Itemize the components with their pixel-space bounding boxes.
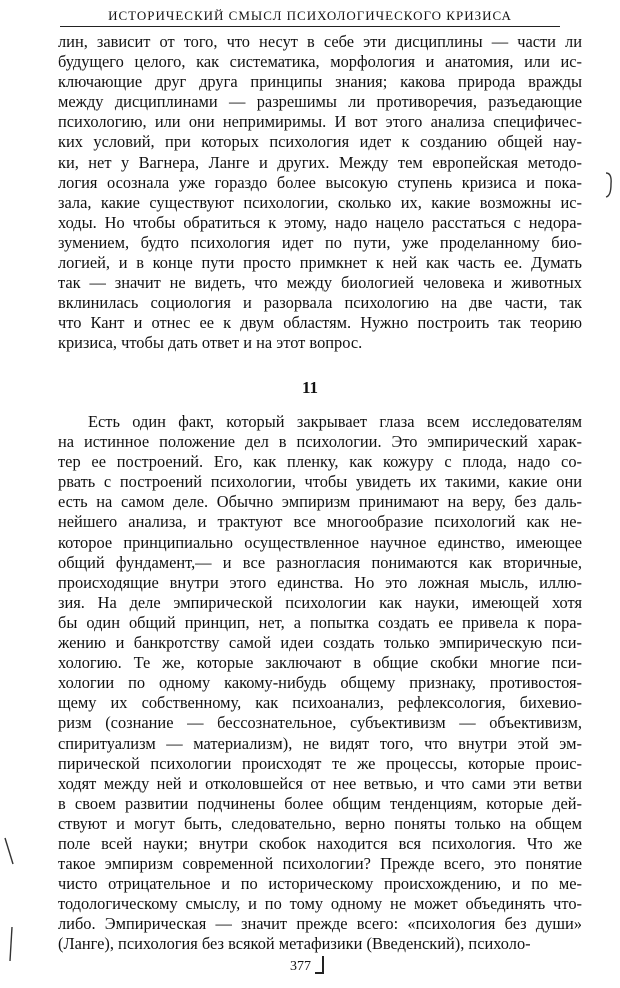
paragraph-1 <box>58 32 582 354</box>
text-line: ходы. Но чтобы обратиться к этому, надо нацело расстаться с недора- <box>58 212 582 232</box>
text-line: логией, и в конце пути просто примкнет к ней как часть ее. Думать <box>58 253 582 273</box>
text-line: ключающие друг друга принципы знания; какова природа вражды <box>58 72 582 92</box>
page-number-text: 377 <box>290 959 311 974</box>
text-line: щему их собственному, как психоанализ, рефлексология, бихевио- <box>58 693 582 713</box>
margin-brace-icon <box>604 172 614 198</box>
text-line: так — значит не видеть, что между биологией человека и животных <box>58 273 582 293</box>
text-line: лин, зависит от того, что несут в себе эти дисциплины — части ли <box>58 32 582 51</box>
text-line: вклинилась социология и разорвала психологию на две части, так <box>58 293 582 313</box>
text-line: ходят между ней и отколовшейся от нее ветвью, и что сами эти ветви <box>58 773 582 793</box>
text-line: Есть один факт, который закрывает глаза всем исследователям <box>88 412 582 431</box>
paragraph-2-text <box>58 412 582 955</box>
text-line: происходящие внутри этого единства. Но это ложная мысль, иллю- <box>58 572 582 592</box>
text-line: которое принципиально осуществленное научное единство, имеющее <box>58 532 582 552</box>
margin-mark-icon <box>4 836 14 866</box>
paragraph-1-text <box>58 32 582 354</box>
text-line: ризм (сознание — бессознательное, субъективизм — объективизм, <box>58 713 582 733</box>
text-line: кризиса, чтобы дать ответ и на этот вопрос. <box>58 333 363 353</box>
text-line: бы один общий принцип, нет, а попытка создать ее привела к пора- <box>58 612 582 632</box>
text-line: хологию. Те же, которые заключают в общие скобки многие пси- <box>58 653 582 673</box>
text-line: будущего целого, как систематика, морфология и анатомия, или ис- <box>58 52 582 72</box>
text-line: зумением, будто психология идет по пути, уже проделанному био- <box>58 232 582 252</box>
page-number <box>290 956 324 975</box>
text-line: есть на самом деле. Обычно эмпиризм принимают на веру, без даль- <box>58 492 582 512</box>
text-line: в своем развитии подчинены более общим тенденциям, которые дей- <box>58 793 582 813</box>
text-line: жению и банкротству самой идеи создать только эмпирическую пси- <box>58 633 582 653</box>
text-line: тодологическому смыслу, и по тому одному не может объединять что- <box>58 894 582 914</box>
text-line: нейшего анализа, и трактуют все многообразие психологий как не- <box>58 512 582 532</box>
text-line: общий фундамент,— и все разногласия понимаются как вторичные, <box>58 552 582 572</box>
text-line: зала, какие существуют психологии, сколько их, какие возможны ис- <box>58 192 582 212</box>
section-number: 11 <box>301 378 319 397</box>
text-line: зия. На деле эмпирической психологии как науки, имеющей хотя <box>58 592 582 612</box>
text-line: (Ланге), психология без всякой метафизики (Введенский), психоло- <box>58 934 531 954</box>
text-line: ствуют и могут быть, следовательно, верно поняты только на общем <box>58 813 582 833</box>
running-header: ИСТОРИЧЕСКИЙ СМЫСЛ ПСИХОЛОГИЧЕСКОГО КРИЗИСА <box>60 8 560 27</box>
text-line: чисто отрицательное и по историческому происхождению, и по ме- <box>58 874 582 894</box>
text-line: между дисциплинами — разрешимы ли противоречия, разъедающие <box>58 92 582 112</box>
text-line: тер ее построений. Его, как пленку, как кожуру с плода, надо со- <box>58 452 582 472</box>
text-line: спиритуализм — материализм), не видят того, что внутри этой эм- <box>58 733 582 753</box>
text-line: такое эмпиризм современной психологии? Прежде всего, это понятие <box>58 854 582 874</box>
text-line: что Кант и отнес ее к двум областям. Нужно построить так теорию <box>58 313 582 333</box>
text-line: рвать с построений психологии, чтобы увидеть их такими, какие они <box>58 472 582 492</box>
text-line: логия осознала уже гораздо более высокую ступень кризиса и пока- <box>58 172 582 192</box>
text-line: поле всей науки; внутри скобок находится вся психология. Что же <box>58 833 582 853</box>
text-line: психологию, или они непримиримы. И вот этого анализа специфичес- <box>58 112 582 132</box>
margin-bracket-icon <box>6 926 16 962</box>
text-line: ких условий, при которых психология идет к созданию общей нау- <box>58 132 582 152</box>
bracket-mark-icon <box>315 956 324 974</box>
text-line: ки, нет у Вагнера, Ланге и других. Между тем европейская методо- <box>58 152 582 172</box>
text-line: пирической психологии происходят те же процессы, которые проис- <box>58 753 582 773</box>
text-line: либо. Эмпирическая — значит прежде всего: «психология без души» <box>58 914 582 934</box>
text-line: хологии по одному какому-нибудь общему признаку, противостоя- <box>58 673 582 693</box>
paragraph-2 <box>58 412 582 955</box>
text-line: на истинное положение дел в психологии. Это эмпирический харак- <box>58 432 582 452</box>
